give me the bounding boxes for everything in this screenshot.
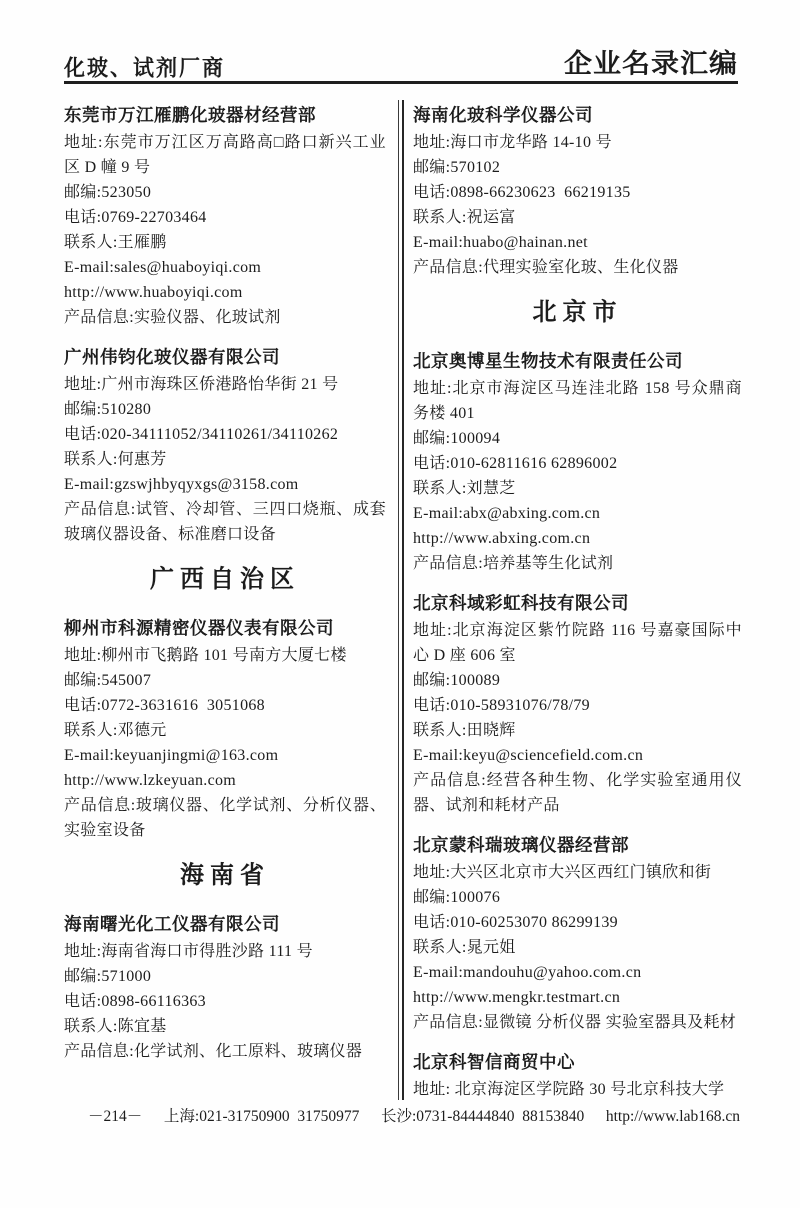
company-listing [413,588,742,818]
company-detail-line: 联系人:邓德元 [64,722,167,739]
right-column [413,100,742,1100]
company-listing [413,100,742,280]
region-section-header: 北京市 [532,298,623,327]
company-detail-line: E-mail:abx@abxing.com.cn [413,505,601,522]
company-detail-line: 联系人:田晓辉 [413,722,516,739]
company-detail-line: 邮编:100089 [413,672,501,689]
header-rule [64,81,738,84]
company-detail-line: 邮编:570102 [413,159,501,176]
company-detail-line: E-mail:keyuanjingmi@163.com [64,747,279,764]
company-detail-line: 邮编:100094 [413,430,501,447]
company-detail-line: E-mail:sales@huaboyiqi.com [64,259,262,276]
company-detail-line: 电话:0769-22703464 [64,209,207,226]
company-detail-line: 产品信息:试管、冷却管、三四口烧瓶、成套玻璃仪器设备、标准磨口设备 [64,501,386,543]
page-header [64,42,738,82]
company-detail-line: http://www.mengkr.testmart.cn [413,989,621,1006]
company-detail-line: 联系人:祝运富 [413,209,516,226]
company-detail-line: E-mail:mandouhu@yahoo.com.cn [413,964,642,981]
header-book-title: 企业名录汇编 [563,48,738,79]
company-detail-line: E-mail:gzswjhbyqyxgs@3158.com [64,476,299,493]
company-listing [64,100,386,330]
page-footer [64,1104,740,1126]
company-detail-line: 电话:0772-3631616 3051068 [64,697,265,714]
company-detail-line: 产品信息:培养基等生化试剂 [413,555,614,572]
company-name: 北京蒙科瑞玻璃仪器经营部 [413,835,629,855]
company-detail-line: 地址:北京海淀区紫竹院路 116 号嘉豪国际中心 D 座 606 室 [413,622,742,664]
footer-website: http://www.lab168.cn [605,1108,740,1125]
company-detail-line: http://www.abxing.com.cn [413,530,591,547]
company-detail-line: 电话:010-58931076/78/79 [413,697,590,714]
company-listing [413,1047,742,1102]
footer-contact-shanghai: 上海:021-31750900 31750977 [163,1108,360,1125]
company-detail-line: 邮编:523050 [64,184,152,201]
company-detail-line: 电话:010-62811616 62896002 [413,455,618,472]
company-detail-line: 地址:北京市海淀区马连洼北路 158 号众鼎商务楼 401 [413,380,742,422]
company-detail-line: 地址: 北京海淀区学院路 30 号北京科技大学 [413,1081,725,1098]
company-detail-line: 邮编:510280 [64,401,152,418]
company-detail-line: E-mail:huabo@hainan.net [413,234,588,251]
company-listing [413,346,742,576]
company-detail-line: 联系人:陈宜基 [64,1018,167,1035]
company-name: 北京科智信商贸中心 [413,1052,575,1072]
company-detail-line: 产品信息:化学试剂、化工原料、玻璃仪器 [64,1043,363,1060]
company-detail-line: http://www.huaboyiqi.com [64,284,243,301]
company-detail-line: 产品信息:显微镜 分析仪器 实验室器具及耗材 [413,1014,737,1031]
company-listing [64,613,386,843]
company-detail-line: 产品信息:代理实验室化玻、生化仪器 [413,259,679,276]
company-detail-line: 电话:020-34111052/34110261/34110262 [64,426,339,443]
footer-contact-changsha: 长沙:0731-84444840 88153840 [380,1108,585,1125]
company-detail-line: 邮编:100076 [413,889,501,906]
company-name: 东莞市万江雁鹏化玻器材经营部 [64,105,316,125]
company-detail-line: http://www.lzkeyuan.com [64,772,237,789]
company-detail-line: 地址:大兴区北京市大兴区西红门镇欣和街 [413,864,712,881]
company-detail-line: 地址:柳州市飞鹅路 101 号南方大厦七楼 [64,647,347,664]
company-detail-line: E-mail:keyu@sciencefield.com.cn [413,747,644,764]
company-name: 海南曙光化工仪器有限公司 [64,914,280,934]
column-divider [398,100,404,1100]
company-detail-line: 电话:010-60253070 86299139 [413,914,618,931]
company-detail-line: 产品信息:玻璃仪器、化学试剂、分析仪器、实验室设备 [64,797,386,839]
left-column [64,100,386,1100]
page-number: －214－ [88,1108,143,1125]
company-name: 北京科域彩虹科技有限公司 [413,593,629,613]
company-detail-line: 地址:海南省海口市得胜沙路 111 号 [64,943,313,960]
company-detail-line: 地址:海口市龙华路 14-10 号 [413,134,612,151]
company-detail-line: 电话:0898-66116363 [64,993,206,1010]
company-detail-line: 联系人:王雁鹏 [64,234,167,251]
company-detail-line: 邮编:571000 [64,968,152,985]
company-listing [413,830,742,1035]
company-listing [64,909,386,1064]
company-detail-line: 联系人:何惠芳 [64,451,167,468]
company-detail-line: 产品信息:经营各种生物、化学实验室通用仪器、试剂和耗材产品 [413,772,742,814]
company-name: 广州伟钧化玻仪器有限公司 [64,347,280,367]
header-category-title: 化玻、试剂厂商 [64,56,225,81]
company-detail-line: 电话:0898-66230623 66219135 [413,184,631,201]
company-name: 北京奥博星生物技术有限责任公司 [413,351,683,371]
company-detail-line: 地址:东莞市万江区万高路高□路口新兴工业区 D 幢 9 号 [64,134,386,176]
listings-content [64,100,742,1100]
company-name: 柳州市科源精密仪器仪表有限公司 [64,618,334,638]
region-section-header: 广西自治区 [150,565,300,594]
company-detail-line: 联系人:晁元姐 [413,939,516,956]
company-listing [64,342,386,547]
company-detail-line: 邮编:545007 [64,672,152,689]
region-section-header: 海南省 [180,861,270,890]
company-detail-line: 地址:广州市海珠区侨港路怡华街 21 号 [64,376,339,393]
company-name: 海南化玻科学仪器公司 [413,105,593,125]
company-detail-line: 联系人:刘慧芝 [413,480,516,497]
company-detail-line: 产品信息:实验仪器、化玻试剂 [64,309,281,326]
